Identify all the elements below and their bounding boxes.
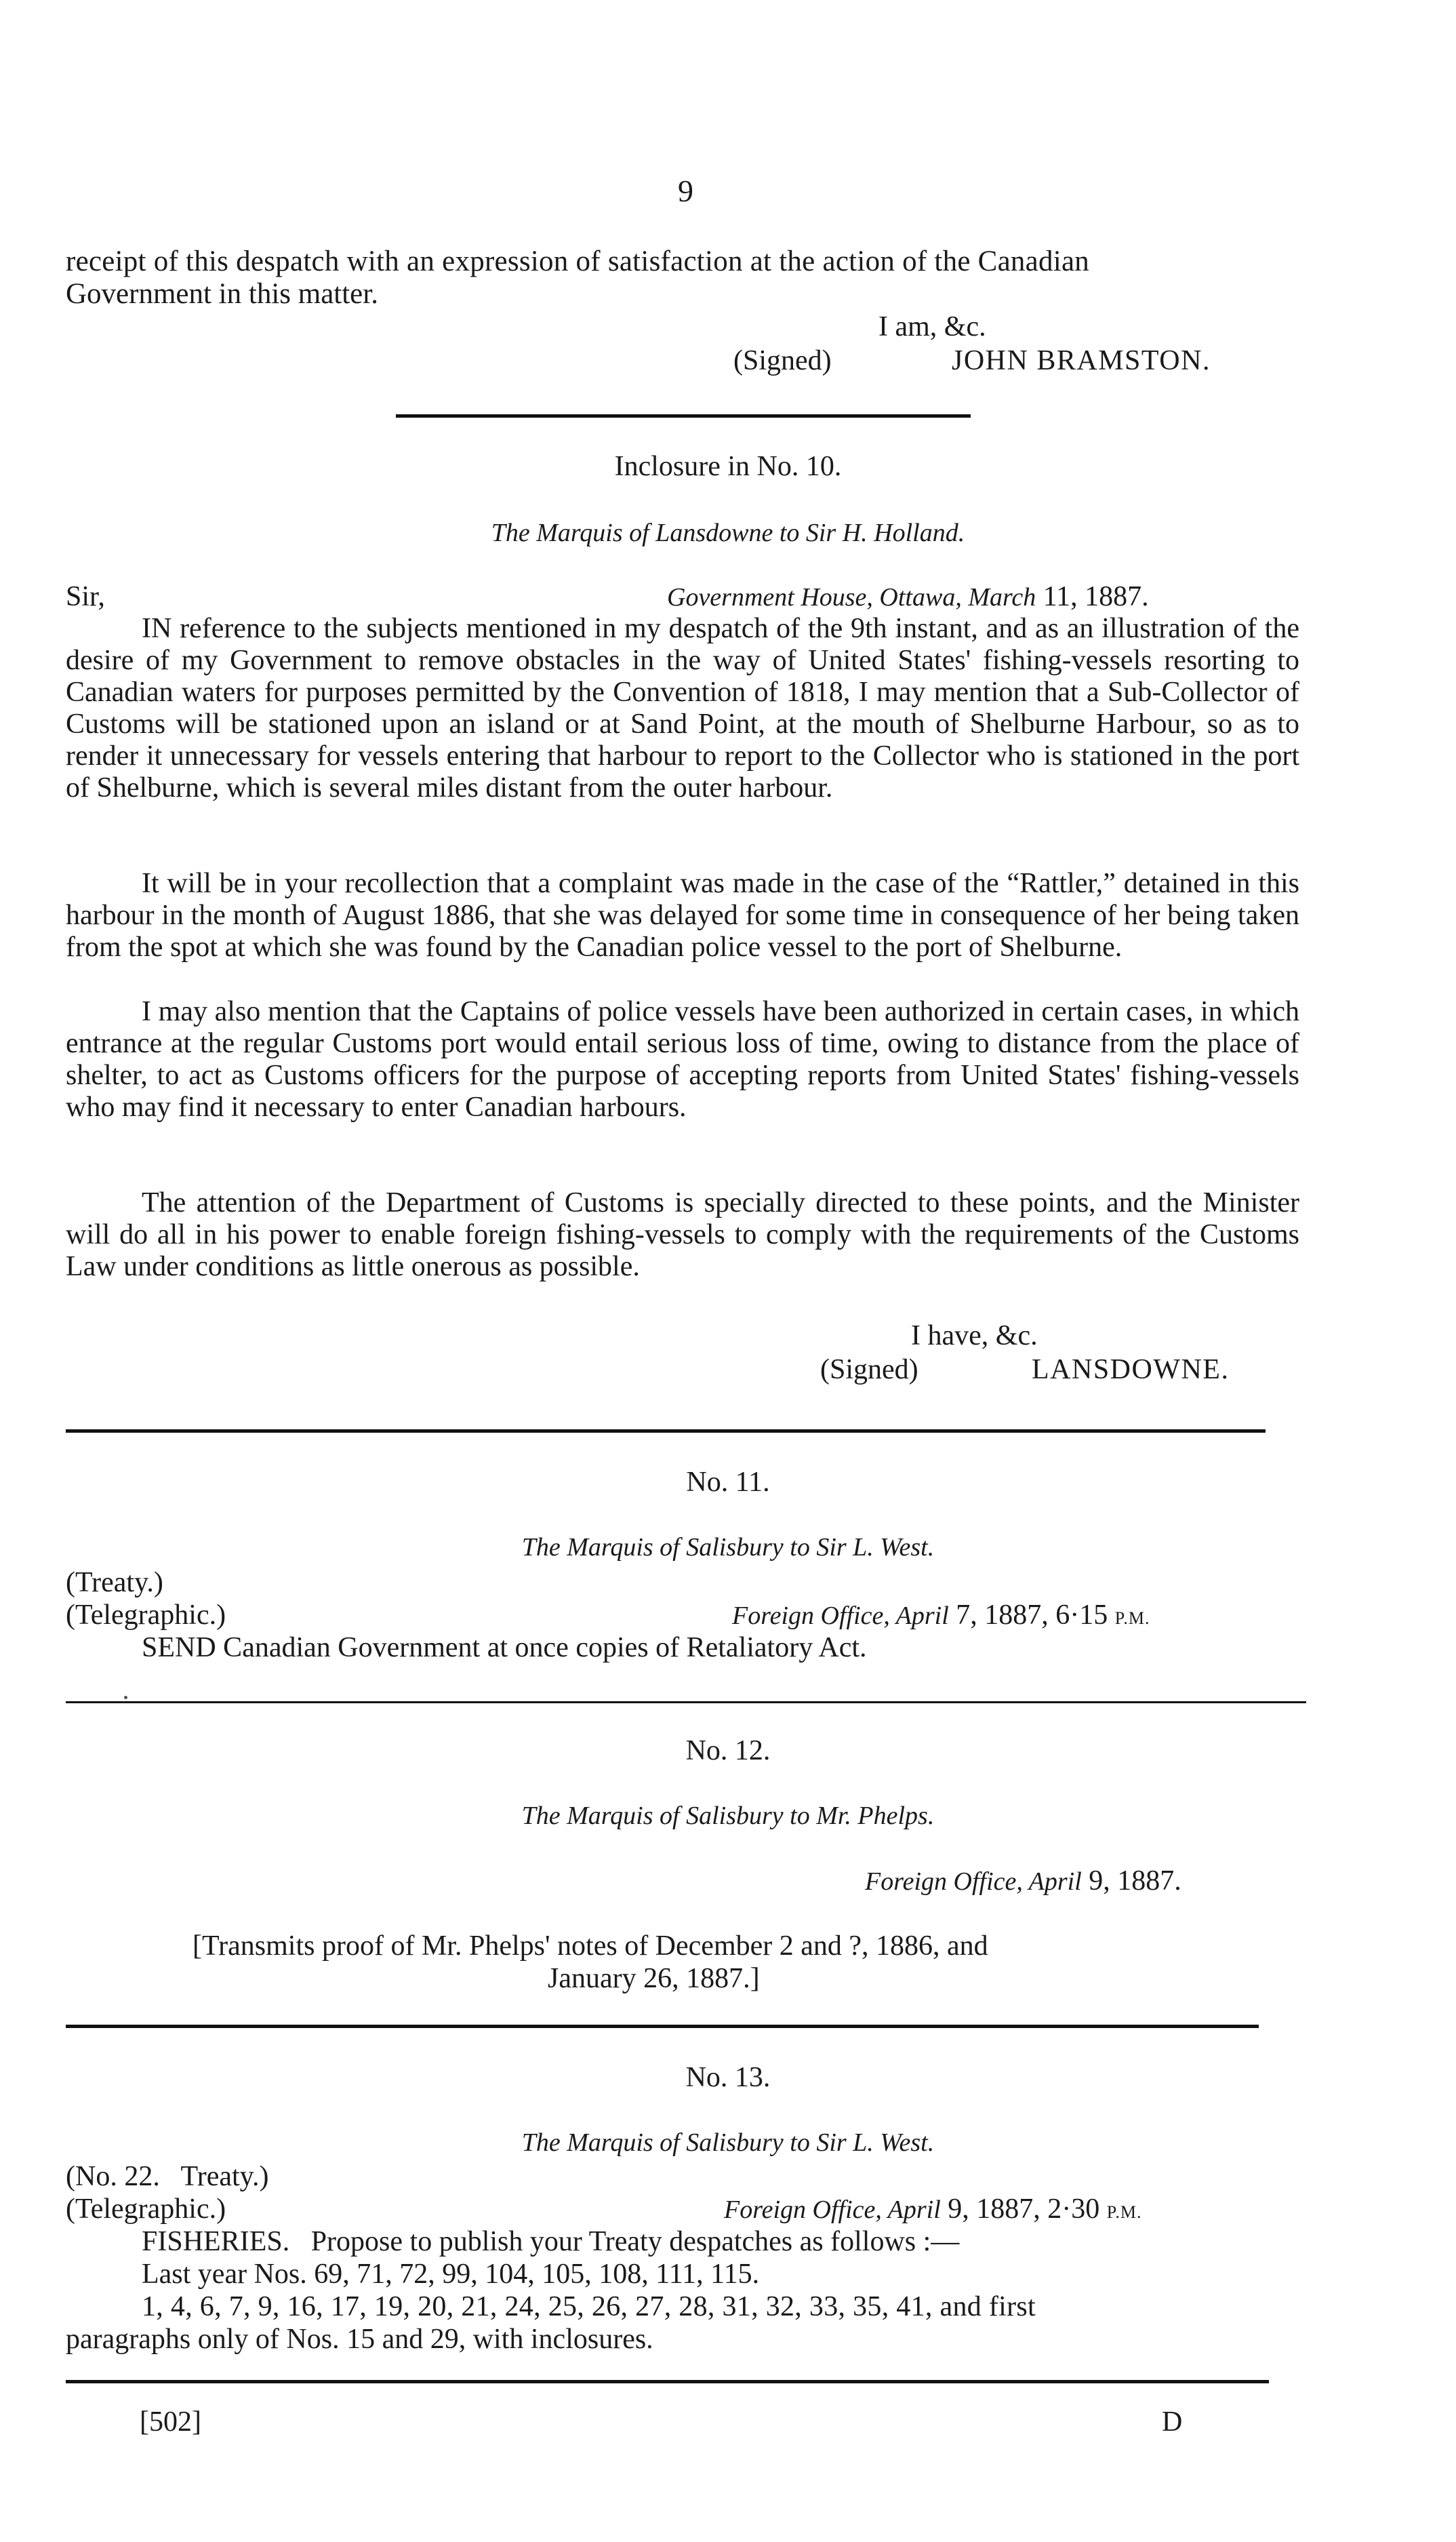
- no11-body: SEND Canadian Government at once copies of Retaliatory Act.: [142, 1632, 867, 1663]
- section-divider: [66, 1701, 1306, 1703]
- no13-tag-telegraphic: (Telegraphic.): [66, 2193, 226, 2225]
- no13-time-suffix: P.M.: [1106, 2202, 1142, 2222]
- section-divider: [66, 1429, 1266, 1433]
- signer-name-2: LANSDOWNE.: [1032, 1354, 1230, 1385]
- opening-line-2: Government in this matter.: [66, 278, 378, 310]
- paragraph-4-text: The attention of the Department of Customs is specially directed to these points, and the Minister will do all in his power to enable foreign fishing-vessels to comply with the requirements of the Customs Law under conditions as little onerous as possible.: [66, 1187, 1299, 1282]
- signed-label: (Signed): [733, 345, 832, 376]
- no13-line-3: 1, 4, 6, 7, 9, 16, 17, 19, 20, 21, 24, 25, 26, 27, 28, 31, 32, 33, 35, 41, and first: [142, 2291, 1036, 2322]
- signature-mark: [502]: [140, 2406, 201, 2438]
- no12-place-date: [865, 1865, 1181, 1898]
- no11-tag-treaty: (Treaty.): [66, 1567, 163, 1598]
- place-date-year: 11, 1887.: [1043, 581, 1149, 612]
- section-divider: [66, 2025, 1259, 2028]
- paragraph-3-text: I may also mention that the Captains of police vessels have been authorized in certain cases, in which entrance at the regular Customs port would entail serious loss of time, owing to distance from the place of shelter, to act as Customs officers for the purpose of accepting reports from United States' fishing-vessels who may find it necessary to enter Canadian harbours.: [66, 996, 1299, 1123]
- opening-line-1: receipt of this despatch with an expression of satisfaction at the action of the Canadian: [66, 245, 1090, 277]
- no11-date-time: 7, 1887, 6·15: [956, 1600, 1108, 1631]
- no12-subheading: The Marquis of Salisbury to Mr. Phelps.: [521, 1802, 935, 1830]
- no11-time-suffix: P.M.: [1114, 1608, 1150, 1628]
- sheet-letter: D: [1162, 2406, 1183, 2438]
- footer-divider: [66, 2380, 1269, 2383]
- section-divider: [396, 414, 971, 418]
- salutation: Sir,: [66, 581, 105, 612]
- paragraph-2-text: It will be in your recollection that a complaint was made in the case of the “Rattler,” detained in this harbour in the month of August 1886, that she was delayed for some time in consequence of her being taken from the spot at which she was found by the Canadian police vessel to the port of Shelburne.: [66, 868, 1299, 963]
- no13-subheading: The Marquis of Salisbury to Sir L. West.: [521, 2128, 935, 2157]
- no11-subheading: The Marquis of Salisbury to Sir L. West.: [521, 1533, 935, 1562]
- no12-body-line-1: [Transmits proof of Mr. Phelps' notes of December 2 and ?, 1886, and: [193, 1930, 988, 1962]
- no13-line-4: paragraphs only of Nos. 15 and 29, with inclosures.: [66, 2324, 653, 2355]
- place-date: [667, 580, 1149, 614]
- ink-speck: [124, 1696, 127, 1699]
- no13-line-1: FISHERIES. Propose to publish your Treaty despatches as follows :—: [142, 2226, 960, 2257]
- paragraph-2: [66, 868, 1299, 964]
- no12-heading: No. 12.: [685, 1735, 771, 1766]
- no12-body-line-2: January 26, 1887.]: [548, 1963, 760, 1994]
- no13-tag-number-treaty: (No. 22. Treaty.): [66, 2161, 269, 2192]
- inclosure-heading: Inclosure in No. 10.: [614, 451, 842, 482]
- paragraph-1-text: IN reference to the subjects mentioned in my despatch of the 9th instant, and as an illustration of the desire of my Government to remove obstacles in the way of United States' fishing-vessels resorting to Canadian waters for purposes permitted by the Convention of 1818, I may mention that a Sub-Collector of Customs will be stationed upon an island or at Sand Point, at the mouth of Shelburne Harbour, so as to render it unnecessary for vessels entering that harbour to report to the Collector who is stationed in the port of Shelburne, which is several miles distant from the outer harbour.: [66, 613, 1299, 803]
- no13-place-date: [724, 2193, 1142, 2229]
- no13-place-location: Foreign Office, April: [724, 2196, 941, 2224]
- signed-label-2: (Signed): [820, 1354, 918, 1385]
- signer-name: JOHN BRAMSTON.: [952, 345, 1211, 376]
- no13-date-time: 9, 1887, 2·30: [948, 2193, 1100, 2225]
- no12-place-location: Foreign Office, April: [865, 1867, 1082, 1896]
- paragraph-3: [66, 996, 1299, 1124]
- no11-place-date: [732, 1599, 1150, 1635]
- place-date-location: Government House, Ottawa, March: [667, 583, 1036, 612]
- no12-date: 9, 1887.: [1089, 1865, 1181, 1896]
- no11-heading: No. 11.: [686, 1467, 770, 1498]
- page-number: 9: [678, 174, 693, 208]
- no11-tag-telegraphic: (Telegraphic.): [66, 1600, 226, 1631]
- closing-salutation-2: I have, &c.: [911, 1320, 1038, 1351]
- paragraph-4: [66, 1187, 1299, 1283]
- closing-salutation: I am, &c.: [878, 311, 986, 342]
- no11-place-location: Foreign Office, April: [732, 1602, 949, 1630]
- no13-heading: No. 13.: [685, 2062, 771, 2093]
- no13-line-2: Last year Nos. 69, 71, 72, 99, 104, 105, 108, 111, 115.: [142, 2259, 760, 2290]
- paragraph-1: [66, 613, 1299, 804]
- inclosure-subheading: The Marquis of Lansdowne to Sir H. Holland.: [491, 519, 965, 547]
